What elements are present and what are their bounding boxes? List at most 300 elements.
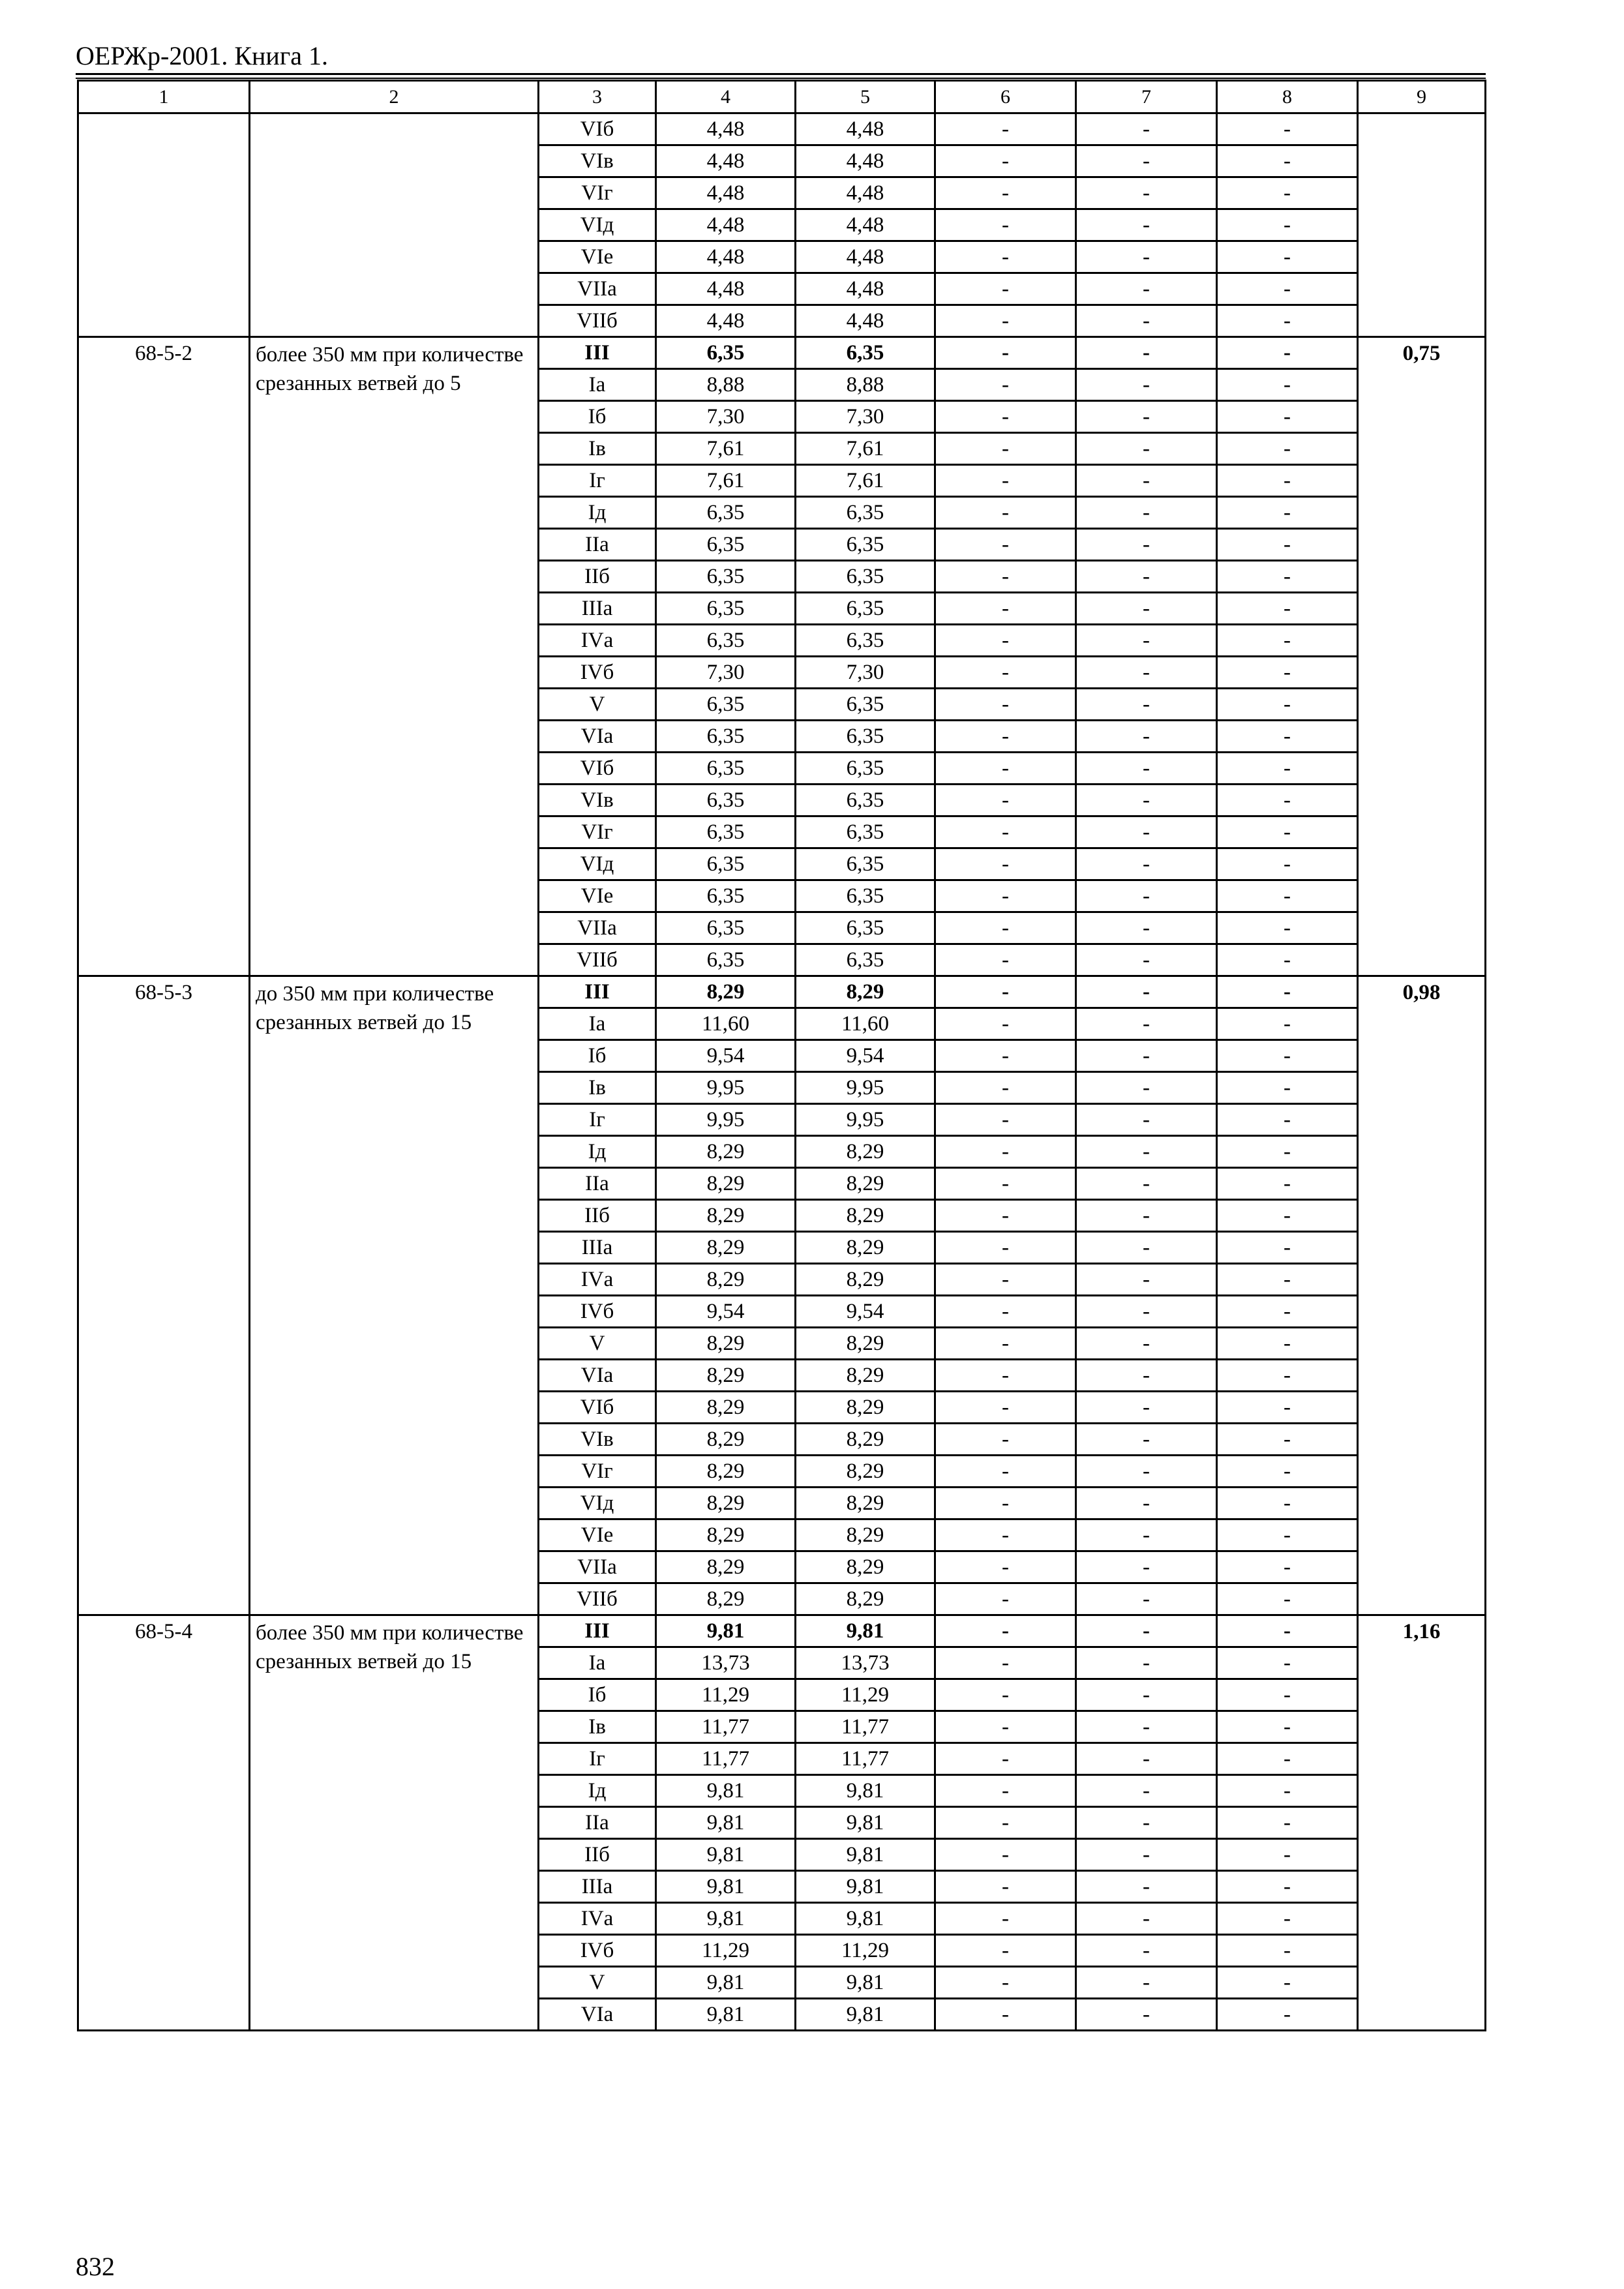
cell-value-8: - bbox=[1217, 1839, 1358, 1871]
cell-value-4: 9,95 bbox=[656, 1072, 796, 1104]
cell-value-7: - bbox=[1076, 497, 1217, 529]
cell-region: Iа bbox=[539, 369, 656, 401]
cell-region: Iб bbox=[539, 1040, 656, 1072]
cell-region: IIб bbox=[539, 1839, 656, 1871]
cell-value-6: - bbox=[935, 401, 1076, 433]
cell-value-8: - bbox=[1217, 912, 1358, 944]
cell-region: VIа bbox=[539, 1360, 656, 1392]
cell-value-7: - bbox=[1076, 1264, 1217, 1296]
cell-value-4: 8,88 bbox=[656, 369, 796, 401]
cell-value-6: - bbox=[935, 113, 1076, 145]
cell-value-4: 8,29 bbox=[656, 1583, 796, 1615]
cell-value-7: - bbox=[1076, 1232, 1217, 1264]
cell-coefficient-empty bbox=[1358, 113, 1486, 337]
cell-value-7: - bbox=[1076, 273, 1217, 305]
cell-value-5: 11,60 bbox=[796, 1008, 935, 1040]
cell-coefficient: 1,16 bbox=[1358, 1615, 1486, 2031]
cell-value-5: 6,35 bbox=[796, 689, 935, 721]
cell-value-4: 8,29 bbox=[656, 1360, 796, 1392]
cell-code-empty bbox=[78, 113, 250, 337]
cell-region: Iг bbox=[539, 1104, 656, 1136]
cell-value-7: - bbox=[1076, 1839, 1217, 1871]
cell-value-4: 8,29 bbox=[656, 1168, 796, 1200]
cell-value-7: - bbox=[1076, 753, 1217, 785]
cell-value-4: 9,54 bbox=[656, 1296, 796, 1328]
cell-region: VIв bbox=[539, 1424, 656, 1456]
column-number: 2 bbox=[250, 81, 539, 113]
cell-value-6: - bbox=[935, 1871, 1076, 1903]
cell-value-8: - bbox=[1217, 689, 1358, 721]
cell-value-5: 4,48 bbox=[796, 241, 935, 273]
cell-value-8: - bbox=[1217, 1935, 1358, 1967]
cell-value-7: - bbox=[1076, 177, 1217, 209]
cell-value-5: 6,35 bbox=[796, 529, 935, 561]
cell-value-7: - bbox=[1076, 1903, 1217, 1935]
cell-value-6: - bbox=[935, 976, 1076, 1008]
cell-value-6: - bbox=[935, 369, 1076, 401]
cell-value-6: - bbox=[935, 1200, 1076, 1232]
cell-region: VIг bbox=[539, 177, 656, 209]
cell-value-7: - bbox=[1076, 976, 1217, 1008]
cell-region: Iг bbox=[539, 465, 656, 497]
cell-value-4: 9,81 bbox=[656, 1871, 796, 1903]
cell-value-5: 7,30 bbox=[796, 401, 935, 433]
cell-value-8: - bbox=[1217, 113, 1358, 145]
cell-value-4: 6,35 bbox=[656, 848, 796, 880]
cell-value-7: - bbox=[1076, 561, 1217, 593]
cell-region: VIд bbox=[539, 1488, 656, 1519]
cell-value-4: 6,35 bbox=[656, 561, 796, 593]
cell-value-7: - bbox=[1076, 1743, 1217, 1775]
cell-region: VIа bbox=[539, 1999, 656, 2031]
cell-region: IVб bbox=[539, 1296, 656, 1328]
cell-value-5: 4,48 bbox=[796, 145, 935, 177]
cell-value-8: - bbox=[1217, 1296, 1358, 1328]
cell-value-5: 9,54 bbox=[796, 1296, 935, 1328]
cell-value-6: - bbox=[935, 1711, 1076, 1743]
cell-value-6: - bbox=[935, 465, 1076, 497]
cell-value-6: - bbox=[935, 785, 1076, 816]
cell-value-4: 8,29 bbox=[656, 1200, 796, 1232]
cell-value-6: - bbox=[935, 1807, 1076, 1839]
column-number: 1 bbox=[78, 81, 250, 113]
cell-value-6: - bbox=[935, 689, 1076, 721]
cell-region: Iб bbox=[539, 1679, 656, 1711]
cell-value-7: - bbox=[1076, 369, 1217, 401]
cell-value-8: - bbox=[1217, 785, 1358, 816]
cell-value-4: 4,48 bbox=[656, 113, 796, 145]
cell-value-8: - bbox=[1217, 209, 1358, 241]
cell-value-5: 9,54 bbox=[796, 1040, 935, 1072]
cell-value-6: - bbox=[935, 1615, 1076, 1647]
cell-value-6: - bbox=[935, 1360, 1076, 1392]
cell-value-8: - bbox=[1217, 1711, 1358, 1743]
cell-region: Iа bbox=[539, 1008, 656, 1040]
cell-value-5: 6,35 bbox=[796, 753, 935, 785]
cell-value-4: 9,81 bbox=[656, 1807, 796, 1839]
cell-value-5: 6,35 bbox=[796, 785, 935, 816]
cell-value-5: 8,29 bbox=[796, 976, 935, 1008]
cell-value-7: - bbox=[1076, 1519, 1217, 1551]
cell-value-8: - bbox=[1217, 1328, 1358, 1360]
cell-value-7: - bbox=[1076, 944, 1217, 976]
cell-value-8: - bbox=[1217, 880, 1358, 912]
cell-value-5: 6,35 bbox=[796, 912, 935, 944]
cell-value-8: - bbox=[1217, 1807, 1358, 1839]
cell-value-8: - bbox=[1217, 1551, 1358, 1583]
column-number: 3 bbox=[539, 81, 656, 113]
cell-value-5: 9,81 bbox=[796, 1807, 935, 1839]
cell-value-6: - bbox=[935, 1583, 1076, 1615]
cell-value-6: - bbox=[935, 1551, 1076, 1583]
cell-value-7: - bbox=[1076, 721, 1217, 753]
column-number: 7 bbox=[1076, 81, 1217, 113]
cell-value-4: 8,29 bbox=[656, 1551, 796, 1583]
cell-value-4: 6,35 bbox=[656, 816, 796, 848]
cell-value-4: 7,61 bbox=[656, 465, 796, 497]
cell-value-7: - bbox=[1076, 1967, 1217, 1999]
cell-region: Iд bbox=[539, 497, 656, 529]
cell-region: VIIа bbox=[539, 273, 656, 305]
cell-region: IIа bbox=[539, 1168, 656, 1200]
cell-value-4: 6,35 bbox=[656, 497, 796, 529]
cell-value-4: 6,35 bbox=[656, 337, 796, 369]
column-number: 9 bbox=[1358, 81, 1486, 113]
cell-region: IVа bbox=[539, 1264, 656, 1296]
cell-value-6: - bbox=[935, 1775, 1076, 1807]
cell-value-4: 6,35 bbox=[656, 529, 796, 561]
cell-value-5: 11,77 bbox=[796, 1711, 935, 1743]
cell-value-4: 4,48 bbox=[656, 209, 796, 241]
cell-value-5: 11,29 bbox=[796, 1935, 935, 1967]
cell-value-4: 6,35 bbox=[656, 689, 796, 721]
cell-value-5: 9,81 bbox=[796, 1999, 935, 2031]
header-rule bbox=[76, 73, 1486, 75]
cell-value-5: 6,35 bbox=[796, 497, 935, 529]
cell-value-7: - bbox=[1076, 785, 1217, 816]
cell-value-4: 8,29 bbox=[656, 1519, 796, 1551]
cell-value-6: - bbox=[935, 1519, 1076, 1551]
cell-value-4: 7,30 bbox=[656, 401, 796, 433]
cell-value-4: 8,29 bbox=[656, 1136, 796, 1168]
cell-value-6: - bbox=[935, 1072, 1076, 1104]
cell-value-7: - bbox=[1076, 1136, 1217, 1168]
cell-value-7: - bbox=[1076, 305, 1217, 337]
cell-value-7: - bbox=[1076, 1424, 1217, 1456]
cell-value-8: - bbox=[1217, 1647, 1358, 1679]
cell-region: Iв bbox=[539, 1711, 656, 1743]
cell-region: VIв bbox=[539, 785, 656, 816]
cell-value-8: - bbox=[1217, 721, 1358, 753]
cell-value-7: - bbox=[1076, 1296, 1217, 1328]
cell-value-4: 6,35 bbox=[656, 721, 796, 753]
cell-value-6: - bbox=[935, 1040, 1076, 1072]
cell-value-5: 7,61 bbox=[796, 433, 935, 465]
cell-value-8: - bbox=[1217, 1775, 1358, 1807]
cell-value-6: - bbox=[935, 721, 1076, 753]
cell-value-5: 11,29 bbox=[796, 1679, 935, 1711]
cell-value-8: - bbox=[1217, 1104, 1358, 1136]
cell-value-5: 4,48 bbox=[796, 305, 935, 337]
cell-value-8: - bbox=[1217, 1008, 1358, 1040]
cell-value-8: - bbox=[1217, 1040, 1358, 1072]
cell-value-4: 6,35 bbox=[656, 944, 796, 976]
cell-value-8: - bbox=[1217, 177, 1358, 209]
cell-value-8: - bbox=[1217, 593, 1358, 625]
cell-region: VIд bbox=[539, 209, 656, 241]
cell-value-4: 8,29 bbox=[656, 1456, 796, 1488]
cell-value-4: 8,29 bbox=[656, 1328, 796, 1360]
cell-value-6: - bbox=[935, 1232, 1076, 1264]
cell-region: VIб bbox=[539, 753, 656, 785]
page-number: 832 bbox=[76, 2252, 115, 2281]
cell-value-7: - bbox=[1076, 1807, 1217, 1839]
column-number-row bbox=[78, 81, 1486, 113]
cell-value-7: - bbox=[1076, 529, 1217, 561]
cell-value-4: 4,48 bbox=[656, 145, 796, 177]
cell-value-5: 6,35 bbox=[796, 816, 935, 848]
table-row bbox=[78, 337, 1486, 369]
cell-value-4: 8,29 bbox=[656, 1488, 796, 1519]
cell-value-4: 7,61 bbox=[656, 433, 796, 465]
cell-value-7: - bbox=[1076, 113, 1217, 145]
cell-value-8: - bbox=[1217, 625, 1358, 657]
cell-value-8: - bbox=[1217, 848, 1358, 880]
cell-value-8: - bbox=[1217, 401, 1358, 433]
cell-value-6: - bbox=[935, 1104, 1076, 1136]
column-number: 5 bbox=[796, 81, 935, 113]
cell-region: V bbox=[539, 1328, 656, 1360]
cell-value-6: - bbox=[935, 337, 1076, 369]
cell-value-5: 9,95 bbox=[796, 1072, 935, 1104]
cell-value-8: - bbox=[1217, 1264, 1358, 1296]
cell-value-4: 9,81 bbox=[656, 1903, 796, 1935]
cell-value-6: - bbox=[935, 497, 1076, 529]
cell-value-7: - bbox=[1076, 1711, 1217, 1743]
cell-value-8: - bbox=[1217, 561, 1358, 593]
column-number: 6 bbox=[935, 81, 1076, 113]
cell-region: VIд bbox=[539, 848, 656, 880]
cell-region: Iд bbox=[539, 1136, 656, 1168]
cell-value-7: - bbox=[1076, 657, 1217, 689]
cell-value-8: - bbox=[1217, 1232, 1358, 1264]
cell-description-empty bbox=[250, 113, 539, 337]
cell-region: IVа bbox=[539, 1903, 656, 1935]
cell-value-8: - bbox=[1217, 944, 1358, 976]
cell-value-4: 6,35 bbox=[656, 912, 796, 944]
cell-value-8: - bbox=[1217, 337, 1358, 369]
cell-value-4: 13,73 bbox=[656, 1647, 796, 1679]
cell-value-6: - bbox=[935, 1264, 1076, 1296]
cell-value-7: - bbox=[1076, 1168, 1217, 1200]
cell-value-7: - bbox=[1076, 1328, 1217, 1360]
cell-value-5: 6,35 bbox=[796, 848, 935, 880]
cell-value-4: 8,29 bbox=[656, 1392, 796, 1424]
cell-value-8: - bbox=[1217, 529, 1358, 561]
cell-region: IIа bbox=[539, 529, 656, 561]
cell-value-8: - bbox=[1217, 497, 1358, 529]
cell-value-4: 6,35 bbox=[656, 753, 796, 785]
cell-value-6: - bbox=[935, 625, 1076, 657]
cell-value-8: - bbox=[1217, 1168, 1358, 1200]
cell-value-7: - bbox=[1076, 465, 1217, 497]
table-row bbox=[78, 976, 1486, 1008]
column-number: 4 bbox=[656, 81, 796, 113]
cell-value-4: 11,77 bbox=[656, 1711, 796, 1743]
cell-value-4: 8,29 bbox=[656, 976, 796, 1008]
cell-value-8: - bbox=[1217, 369, 1358, 401]
cell-value-4: 6,35 bbox=[656, 880, 796, 912]
cell-value-4: 6,35 bbox=[656, 785, 796, 816]
cell-description: до 350 мм при количестве срезанных ветвей до 15 bbox=[250, 976, 539, 1615]
cell-region: VIг bbox=[539, 1456, 656, 1488]
cell-region: IIб bbox=[539, 561, 656, 593]
cell-value-6: - bbox=[935, 753, 1076, 785]
cell-value-5: 4,48 bbox=[796, 113, 935, 145]
cell-value-5: 7,30 bbox=[796, 657, 935, 689]
cell-value-8: - bbox=[1217, 1743, 1358, 1775]
cell-value-5: 8,88 bbox=[796, 369, 935, 401]
cell-value-5: 8,29 bbox=[796, 1456, 935, 1488]
cell-value-7: - bbox=[1076, 1999, 1217, 2031]
cell-value-7: - bbox=[1076, 593, 1217, 625]
cell-value-4: 11,29 bbox=[656, 1935, 796, 1967]
cell-value-8: - bbox=[1217, 976, 1358, 1008]
cell-value-6: - bbox=[935, 1392, 1076, 1424]
cell-value-7: - bbox=[1076, 625, 1217, 657]
cell-region: Iг bbox=[539, 1743, 656, 1775]
cell-value-6: - bbox=[935, 880, 1076, 912]
cell-value-6: - bbox=[935, 209, 1076, 241]
cell-value-4: 9,81 bbox=[656, 1775, 796, 1807]
cell-value-5: 8,29 bbox=[796, 1519, 935, 1551]
cell-value-8: - bbox=[1217, 1136, 1358, 1168]
cell-value-7: - bbox=[1076, 337, 1217, 369]
cell-value-5: 9,81 bbox=[796, 1903, 935, 1935]
cell-value-6: - bbox=[935, 305, 1076, 337]
cell-value-7: - bbox=[1076, 689, 1217, 721]
cell-value-7: - bbox=[1076, 1935, 1217, 1967]
cell-value-8: - bbox=[1217, 1679, 1358, 1711]
cell-value-8: - bbox=[1217, 241, 1358, 273]
cell-value-6: - bbox=[935, 1679, 1076, 1711]
cell-region: IVб bbox=[539, 1935, 656, 1967]
cell-value-6: - bbox=[935, 1456, 1076, 1488]
cell-value-4: 4,48 bbox=[656, 241, 796, 273]
cell-region: VIб bbox=[539, 113, 656, 145]
cell-value-4: 9,81 bbox=[656, 1839, 796, 1871]
cell-region: Iб bbox=[539, 401, 656, 433]
cell-value-8: - bbox=[1217, 1871, 1358, 1903]
cell-region: IIIа bbox=[539, 593, 656, 625]
cell-value-5: 6,35 bbox=[796, 625, 935, 657]
cell-region: VIе bbox=[539, 241, 656, 273]
cell-region: V bbox=[539, 689, 656, 721]
cell-value-8: - bbox=[1217, 273, 1358, 305]
cell-value-5: 6,35 bbox=[796, 944, 935, 976]
cell-value-8: - bbox=[1217, 657, 1358, 689]
cell-value-5: 9,81 bbox=[796, 1839, 935, 1871]
cell-region: III bbox=[539, 1615, 656, 1647]
cell-value-6: - bbox=[935, 1903, 1076, 1935]
cell-region: IIIа bbox=[539, 1871, 656, 1903]
cell-value-7: - bbox=[1076, 1583, 1217, 1615]
cell-region: IIIа bbox=[539, 1232, 656, 1264]
cell-value-8: - bbox=[1217, 1615, 1358, 1647]
cell-value-5: 9,81 bbox=[796, 1967, 935, 1999]
cell-value-8: - bbox=[1217, 1903, 1358, 1935]
cell-value-6: - bbox=[935, 1743, 1076, 1775]
cell-region: VIIб bbox=[539, 944, 656, 976]
cell-value-7: - bbox=[1076, 1647, 1217, 1679]
cell-value-6: - bbox=[935, 1296, 1076, 1328]
cell-value-5: 6,35 bbox=[796, 561, 935, 593]
cell-value-5: 8,29 bbox=[796, 1360, 935, 1392]
cell-value-7: - bbox=[1076, 912, 1217, 944]
cell-value-6: - bbox=[935, 848, 1076, 880]
cell-region: VIб bbox=[539, 1392, 656, 1424]
cell-value-7: - bbox=[1076, 1360, 1217, 1392]
cell-value-4: 6,35 bbox=[656, 625, 796, 657]
cell-region: V bbox=[539, 1967, 656, 1999]
cell-region: VIг bbox=[539, 816, 656, 848]
cell-region: VIIб bbox=[539, 1583, 656, 1615]
cell-value-7: - bbox=[1076, 848, 1217, 880]
cell-region: Iв bbox=[539, 433, 656, 465]
cell-value-4: 8,29 bbox=[656, 1264, 796, 1296]
cell-description: более 350 мм при количестве срезанных ветвей до 5 bbox=[250, 337, 539, 976]
cell-value-4: 8,29 bbox=[656, 1424, 796, 1456]
cell-region: VIв bbox=[539, 145, 656, 177]
cell-region: Iа bbox=[539, 1647, 656, 1679]
cell-value-6: - bbox=[935, 912, 1076, 944]
cell-code: 68-5-3 bbox=[78, 976, 250, 1615]
cell-value-6: - bbox=[935, 177, 1076, 209]
cell-value-7: - bbox=[1076, 1488, 1217, 1519]
cell-region: VIе bbox=[539, 880, 656, 912]
cell-region: III bbox=[539, 337, 656, 369]
cell-value-7: - bbox=[1076, 1040, 1217, 1072]
cell-code: 68-5-2 bbox=[78, 337, 250, 976]
cell-value-5: 8,29 bbox=[796, 1136, 935, 1168]
cell-value-8: - bbox=[1217, 1072, 1358, 1104]
cell-value-5: 4,48 bbox=[796, 177, 935, 209]
cell-value-5: 8,29 bbox=[796, 1200, 935, 1232]
cell-value-6: - bbox=[935, 145, 1076, 177]
cell-value-4: 9,81 bbox=[656, 1615, 796, 1647]
cell-value-5: 8,29 bbox=[796, 1392, 935, 1424]
cell-value-4: 7,30 bbox=[656, 657, 796, 689]
cell-value-4: 6,35 bbox=[656, 593, 796, 625]
cell-value-5: 8,29 bbox=[796, 1583, 935, 1615]
cell-value-6: - bbox=[935, 1935, 1076, 1967]
cell-coefficient: 0,75 bbox=[1358, 337, 1486, 976]
cell-value-5: 8,29 bbox=[796, 1232, 935, 1264]
cell-value-7: - bbox=[1076, 145, 1217, 177]
cell-region: VIа bbox=[539, 721, 656, 753]
cell-value-7: - bbox=[1076, 1456, 1217, 1488]
cell-value-6: - bbox=[935, 1967, 1076, 1999]
cell-value-4: 9,81 bbox=[656, 1999, 796, 2031]
cell-value-5: 8,29 bbox=[796, 1328, 935, 1360]
cell-value-5: 4,48 bbox=[796, 273, 935, 305]
cell-region: Iв bbox=[539, 1072, 656, 1104]
cell-value-8: - bbox=[1217, 1360, 1358, 1392]
cell-value-5: 8,29 bbox=[796, 1168, 935, 1200]
cell-region: IIа bbox=[539, 1807, 656, 1839]
cell-value-7: - bbox=[1076, 1072, 1217, 1104]
cell-value-7: - bbox=[1076, 1008, 1217, 1040]
